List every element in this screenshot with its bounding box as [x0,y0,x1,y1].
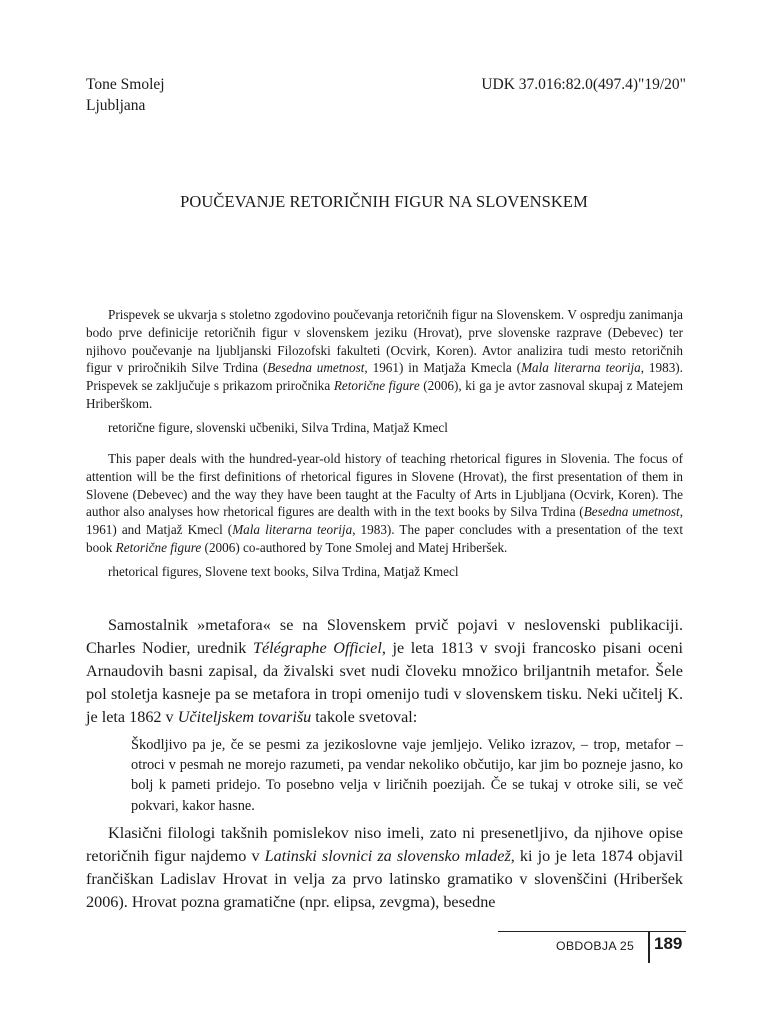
keywords-slovene: retorične figure, slovenski učbeniki, Silva Trdina, Matjaž Kmecl [108,419,448,435]
udk-code: UDK 37.016:82.0(497.4)"19/20" [481,76,686,93]
author-city: Ljubljana [86,97,146,114]
body-paragraph-1: Samostalnik »metafora« se na Slovenskem prvič pojavi v neslovenski publikaciji. Charles Nodier, urednik Télégraphe Officiel, je leta 1813 v svoji francosko pisani oceni Arnaudovih basni zapisal, da živalski svet nudi človeku množico briljantnih metafor. Šele pol stoletja kasneje pa se metafora in tropi omenijo tudi v slovenskem tisku. Neki učitelj K. je leta 1862 v Učiteljskem tovarišu takole svetoval: [86,616,684,726]
abstract-slovene [86,306,683,437]
abstract-slovene-text: Prispevek se ukvarja s stoletno zgodovino poučevanja retoričnih figur na Slovenskem. V ospredju zanimanja bodo prve definicije retoričnih figur v slovenskem jeziku (Hrovat), prve slovenske razprave (Debevec) ter njihovo poučevanje na ljubljanski Filozofski fakulteti (Ocvirk, Koren). Avtor analizira tudi mesto retoričnih figur v priročnikih Silve Trdina (Besedna umetnost, 1961) in Matjaža Kmecla (Mala literarna teorija, 1983). Prispevek se zaključuje s prikazom priročnika Retorične figure (2006), ki ga je avtor zasnoval skupaj z Matejem Hriberškom. [86,307,683,411]
journal-name: OBDOBJA 25 [556,939,635,953]
author-block [86,74,165,116]
abstract-english [86,450,683,581]
body-paragraph-2: Klasični filologi takšnih pomislekov niso imeli, zato ni presenetljivo, da njihove opise retoričnih figur najdemo v Latinski slovnici za slovensko mladež, ki jo je leta 1874 objavil frančiškan Ladislav Hrovat in velja za prvo latinsko gramatiko v slovenščini (Hriberšek 2006). Hrovat pozna gramatične (npr. elipsa, zevgma), besedne [86,823,683,911]
abstract-english-text: This paper deals with the hundred-year-old history of teaching rhetorical figures in Slovenia. The focus of attention will be the first definitions of rhetorical figures in Slovene (Hrovat), the first presentation of them in Slovene (Debevec) and the way they have been taught at the Faculty of Arts in Ljubljana (Ocvirk, Koren). The author also analyses how rhetorical figures are dealth with in the text books by Silva Trdina (Besedna umetnost, 1961) and Matjaž Kmecl (Mala literarna teorija, 1983). The paper concludes with a presentation of the text book Retorične figure (2006) co-authored by Tone Smolej and Matej Hriberšek. [86,451,684,555]
author-name: Tone Smolej [86,76,165,93]
footer-divider [648,932,650,963]
footer-rule [498,931,686,932]
block-quote: Škodljivo pa je, če se pesmi za jezikoslovne vaje jemljejo. Veliko izrazov, – trop, metafor – otroci v pesmah ne morejo razumeti, pa vendar nekoliko občutijo, kar jim bo pozneje jasno, ko bolj k pameti pridejo. To posebno velja v liričnih poezijah. Če se tukaj v otroke sili, se več pokvari, kakor hasne. [131,737,683,814]
body-text [86,614,683,914]
keywords-english: rhetorical figures, Slovene text books, Silva Trdina, Matjaž Kmecl [108,563,459,579]
page-number: 189 [654,934,683,953]
article-title: POUČEVANJE RETORIČNIH FIGUR NA SLOVENSKEM [180,192,588,211]
